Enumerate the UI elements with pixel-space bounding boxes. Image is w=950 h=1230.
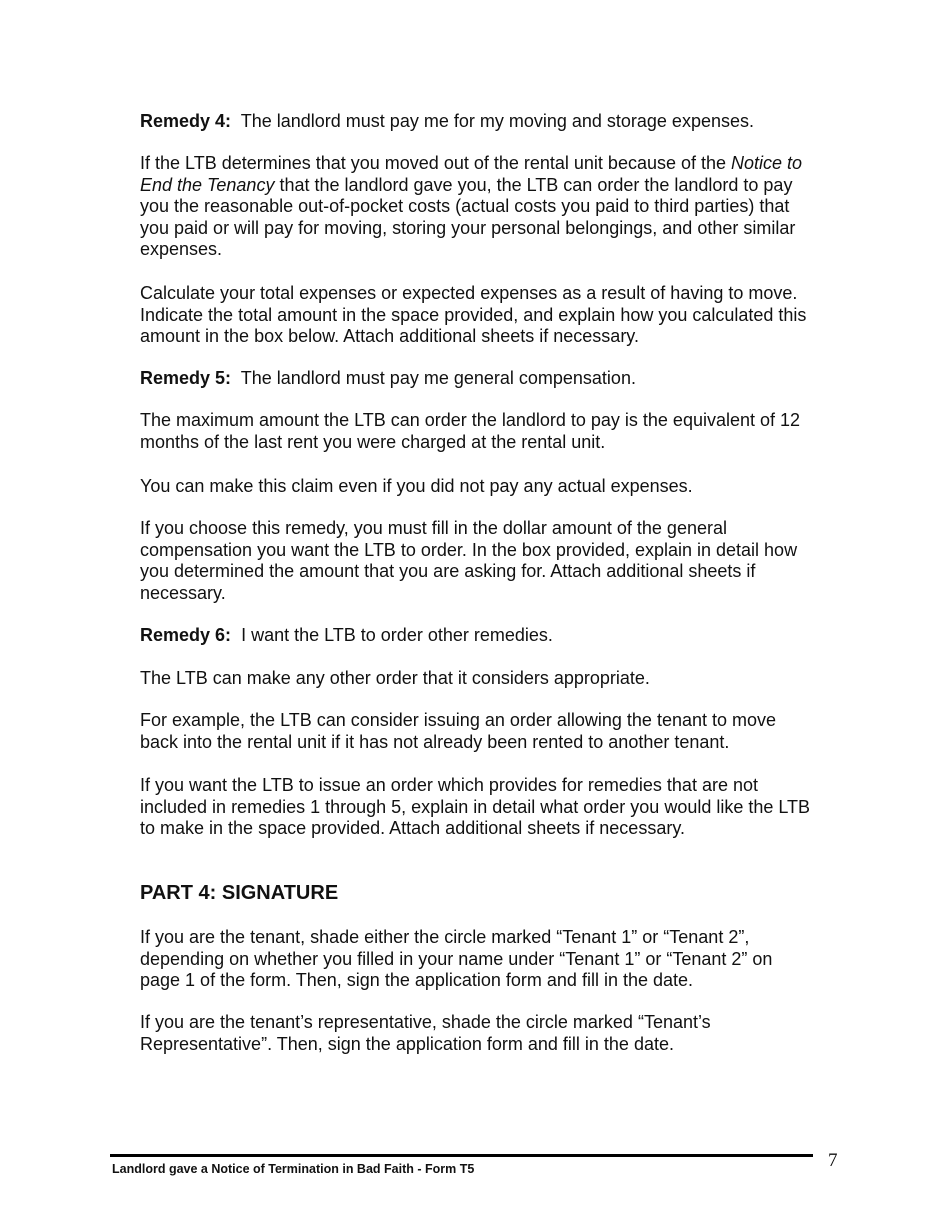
remedy-4-paragraph-2: Calculate your total expenses or expected expenses as a result of having to move. Indicate the total amount in the space provided, and explain how you calculated this amount in the box below. Attach additional sheets if necessary. (140, 283, 807, 347)
remedy-6-heading: Remedy 6: I want the LTB to order other remedies. (140, 625, 553, 645)
remedy-5-paragraph-3: If you choose this remedy, you must fill in the dollar amount of the general compensation you want the LTB to order. In the box provided, explain in detail how you determined the amount that you are asking for. Attach additional sheets if necessary. (140, 518, 798, 603)
remedy-6-paragraph-1: The LTB can make any other order that it considers appropriate. (140, 668, 650, 688)
remedy-5-paragraph-2: You can make this claim even if you did not pay any actual expenses. (140, 476, 693, 496)
part-4-paragraph-2: If you are the tenant’s representative, shade the circle marked “Tenant’s Representative”. Then, sign the application form and fill in the date. (140, 1012, 711, 1054)
remedy-4-paragraph-1: If the LTB determines that you moved out of the rental unit because of the Notice to End the Tenancy that the landlord gave you, the LTB can order the landlord to pay you the reasonable out-of-pocket costs (actual costs you paid to third parties) that you paid or will pay for moving, storing your personal belongings, and other similar expenses. (140, 153, 803, 260)
footer-title: Landlord gave a Notice of Termination in Bad Faith - Form T5 (112, 1162, 475, 1176)
part-4-paragraph-1: If you are the tenant, shade either the circle marked “Tenant 1” or “Tenant 2”, depending on whether you filled in your name under “Tenant 1” or “Tenant 2” on page 1 of the form. Then, sign the application form and fill in the date. (140, 927, 773, 991)
remedy-4-heading: Remedy 4: The landlord must pay me for my moving and storage expenses. (140, 111, 754, 131)
remedy-6-paragraph-2: For example, the LTB can consider issuing an order allowing the tenant to move back into the rental unit if it has not already been rented to another tenant. (140, 710, 777, 752)
remedy-5-paragraph-1: The maximum amount the LTB can order the landlord to pay is the equivalent of 12 months of the last rent you were charged at the rental unit. (140, 410, 801, 452)
part-4-heading: PART 4: SIGNATURE (140, 882, 339, 904)
page-number: 7 (828, 1150, 838, 1171)
remedy-6-paragraph-3: If you want the LTB to issue an order which provides for remedies that are not included in remedies 1 through 5, explain in detail what order you would like the LTB to make in the space provided. Attach additional sheets if necessary. (140, 775, 811, 839)
remedy-5-heading: Remedy 5: The landlord must pay me general compensation. (140, 368, 636, 388)
footer-rule (110, 1154, 813, 1157)
